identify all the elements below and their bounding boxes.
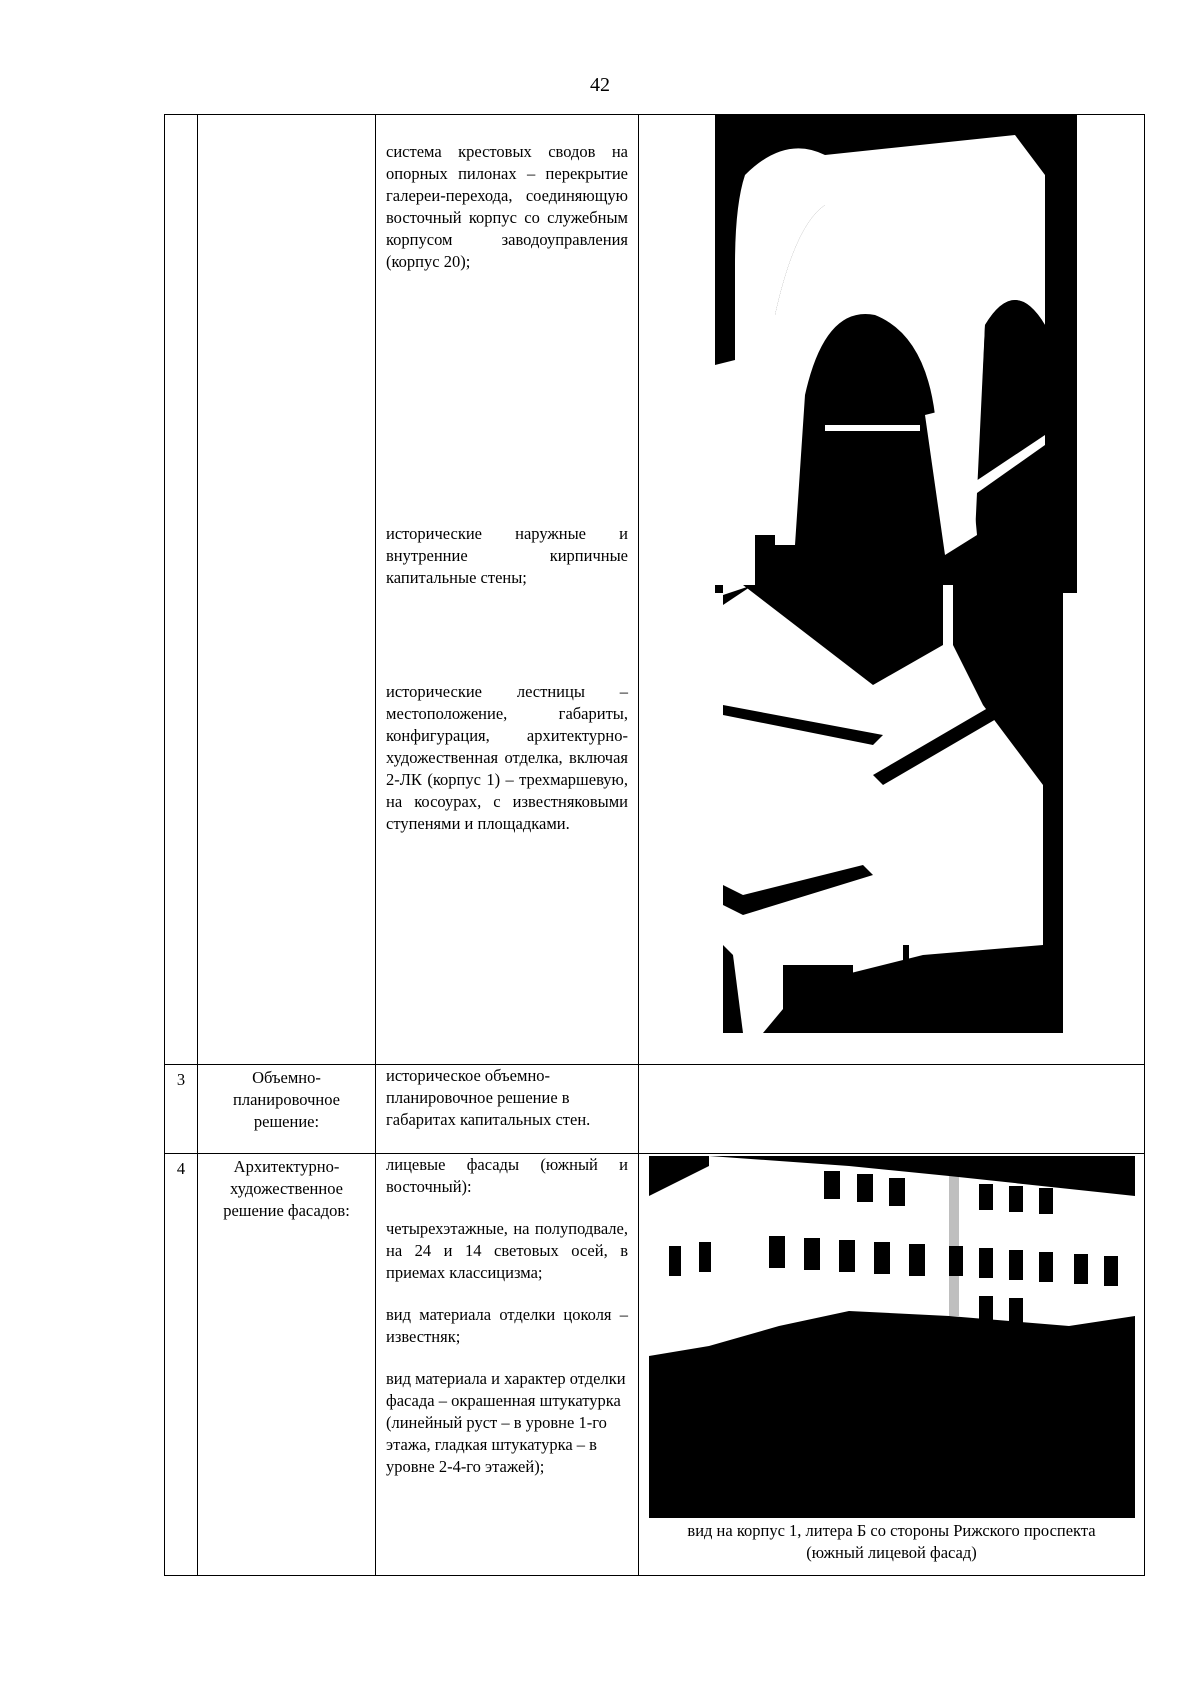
- photo-south-facade: [649, 1156, 1135, 1518]
- row-name: Объемно-планировочное решение:: [198, 1065, 376, 1154]
- description-item: лицевые фасады (южный и восточный):: [386, 1155, 628, 1196]
- row-number: 4: [165, 1154, 198, 1576]
- row-name: [198, 115, 376, 1065]
- description-item: система крестовых сводов на опорных пилонах – перекрытие галереи-перехода, соединяющую восточный корпус со служебным корпусом заводоуправления (корпус 20);: [386, 142, 628, 271]
- description-item: историческое объемно-планировочное решение в габаритах капитальных стен.: [386, 1066, 591, 1129]
- table-row: [165, 115, 1145, 1065]
- table-row: [165, 1065, 1145, 1154]
- description-item: вид материала и характер отделки фасада – окрашенная штукатурка (линейный руст – в уровне 1-го этажа, гладкая штукатурка – в уровне 2-4-го этажей);: [386, 1369, 626, 1476]
- row-number: [165, 115, 198, 1065]
- protection-table: [164, 114, 1145, 1576]
- description-item: исторические наружные и внутренние кирпичные капитальные стены;: [386, 524, 628, 587]
- page-number: 42: [590, 74, 610, 96]
- row-description: [376, 115, 639, 1065]
- photo-caption: вид на корпус 1, литера Б со стороны Рижского проспекта (южный лицевой фасад): [687, 1521, 1096, 1562]
- photo-cell-empty: [639, 1065, 1145, 1154]
- photo-cell: [639, 1154, 1145, 1576]
- description-item: четырехэтажные, на полуподвале, на 24 и 14 световых осей, в приемах классицизма;: [386, 1219, 628, 1282]
- row-description: [376, 1154, 639, 1576]
- photo-cell: [639, 115, 1145, 1065]
- description-item: исторические лестницы – местоположение, габариты, конфигурация, архитектурно-художественная отделка, включая 2-ЛК (корпус 1) – трехмаршевую, на косоурах, с известняковыми ступенями и площадками.: [386, 682, 628, 833]
- row-number: 3: [165, 1065, 198, 1154]
- description-item: вид материала отделки цоколя – известняк;: [386, 1305, 628, 1346]
- table-row: [165, 1154, 1145, 1576]
- row-name: Архитектурно-художественное решение фасадов:: [198, 1154, 376, 1576]
- row-description: [376, 1065, 639, 1154]
- photo-vaulted-gallery: [715, 115, 1077, 593]
- photo-staircase: [723, 585, 1063, 1033]
